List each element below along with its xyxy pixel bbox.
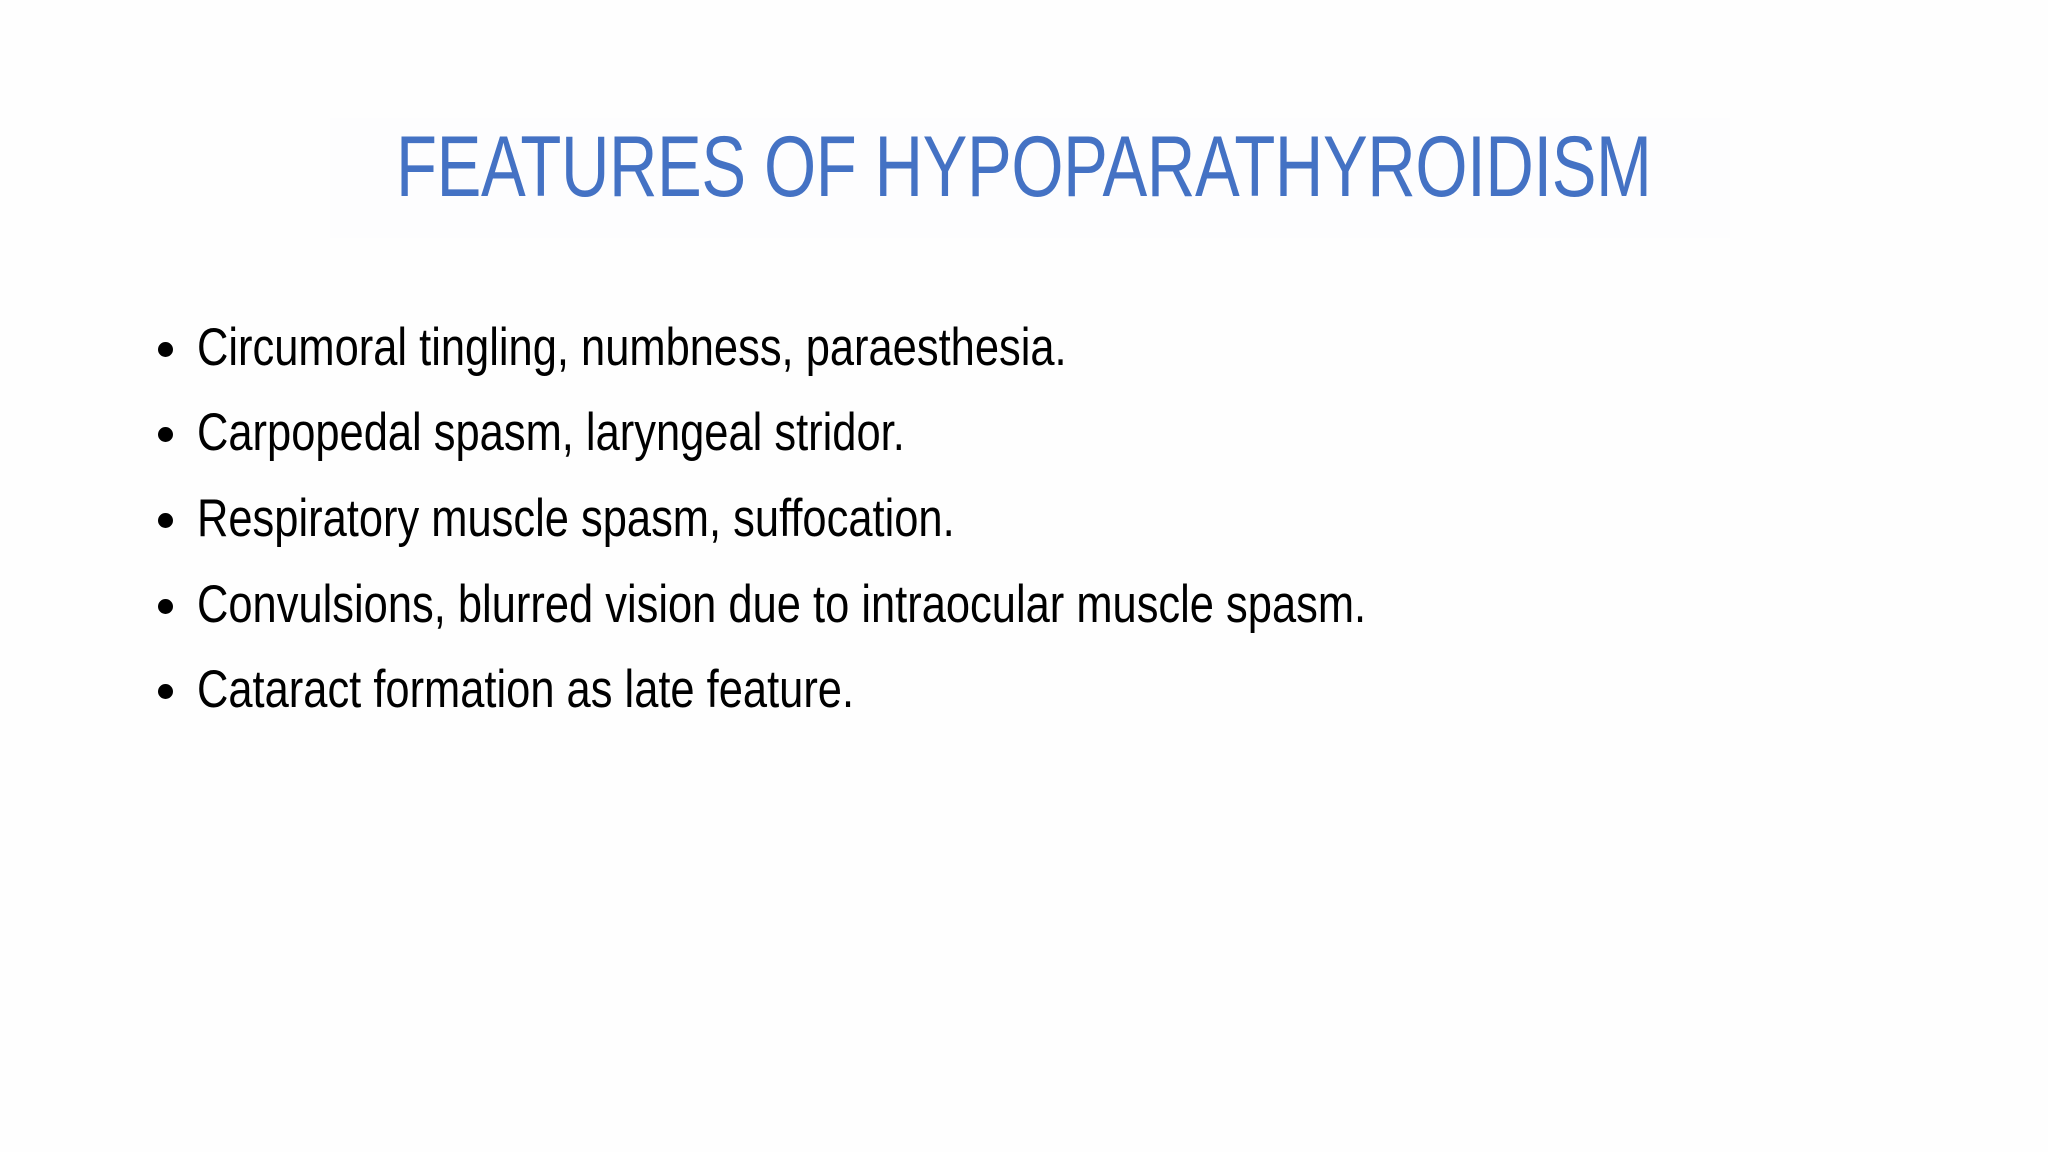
bullet-dot-icon [158,513,173,528]
list-item-text: Cataract formation as late feature. [197,660,855,719]
list-item-text: Carpopedal spasm, laryngeal stridor. [197,403,905,462]
bullet-dot-icon [158,342,173,357]
list-item-text: Respiratory muscle spasm, suffocation. [197,489,955,548]
list-item-text: Convulsions, blurred vision due to intraocular muscle spasm. [197,575,1367,634]
slide-title-container [0,112,2048,222]
bullet-dot-icon [158,684,173,699]
list-item-text: Circumoral tingling, numbness, paraesthesia. [197,318,1067,377]
bullet-dot-icon [158,599,173,614]
bullet-dot-icon [158,427,173,442]
slide-title: FEATURES OF HYPOPARATHYROIDISM [396,119,1652,215]
